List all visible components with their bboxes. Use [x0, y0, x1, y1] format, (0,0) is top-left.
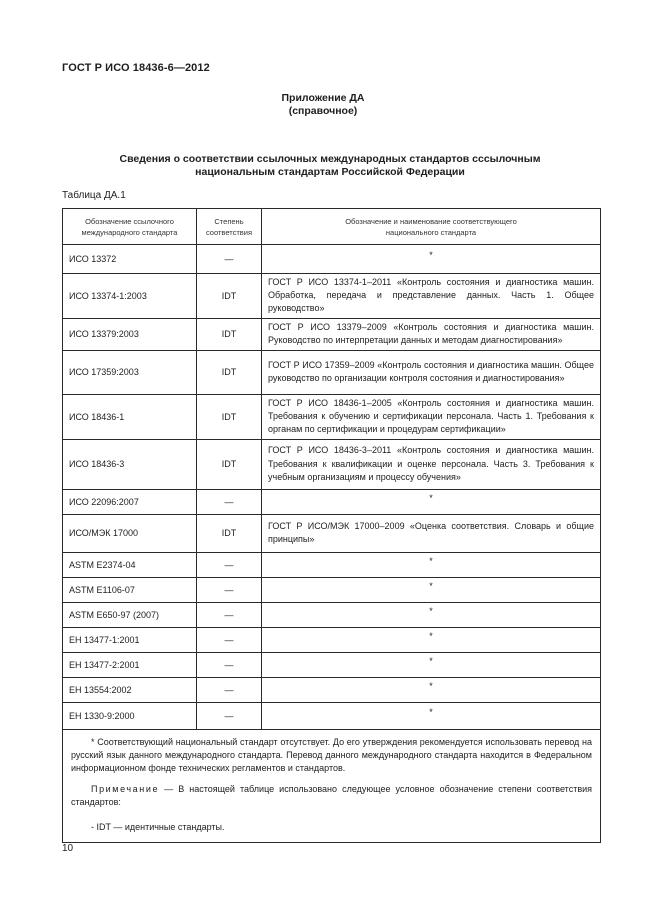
row-national: ГОСТ Р ИСО/МЭК 17000–2009 «Оценка соответствия. Словарь и общие принципы»	[262, 514, 601, 552]
row-national: *	[262, 627, 601, 652]
row-ref: ИСО 13374-1:2003	[63, 274, 197, 319]
row-degree: —	[197, 245, 262, 274]
row-national: ГОСТ Р ИСО 13374-1–2011 «Контроль состояния и диагностика машин. Обработка, передача и представление данных. Часть 1. Общее руководство»	[262, 274, 601, 319]
row-degree: —	[197, 652, 262, 677]
table-row	[63, 274, 601, 319]
annex-subtitle: (справочное)	[288, 105, 358, 117]
table-footer-row	[63, 729, 601, 842]
row-ref: ИСО/МЭК 17000	[63, 514, 197, 552]
row-degree: IDT	[197, 274, 262, 319]
row-ref: ИСО 18436-1	[63, 394, 197, 439]
header-international-standard: Обозначение ссылочного международного стандарта	[63, 209, 197, 245]
row-ref: ИСО 13379:2003	[63, 318, 197, 350]
table-header-row	[63, 209, 601, 245]
note-body: — В настоящей таблице использовано следующее условное обозначение степени соответствия стандартов:	[71, 784, 592, 808]
row-ref: ASTM E2374-04	[63, 552, 197, 577]
row-degree: IDT	[197, 350, 262, 394]
row-national: ГОСТ Р ИСО 18436-3–2011 «Контроль состояния и диагностика машин. Требования к квалификации и оценке персонала. Часть 3. Требования к учебным организациям и процессу обучения»	[262, 439, 601, 489]
note-label: Примечание	[91, 784, 160, 795]
row-ref: ИСО 18436-3	[63, 439, 197, 489]
table-row	[63, 489, 601, 514]
table-row	[63, 602, 601, 627]
section-title	[80, 153, 580, 179]
row-degree: IDT	[197, 514, 262, 552]
table-row	[63, 552, 601, 577]
row-ref: EH 13477-1:2001	[63, 627, 197, 652]
row-national: *	[262, 677, 601, 702]
row-degree: IDT	[197, 439, 262, 489]
table-row	[63, 702, 601, 729]
table-footnotes	[63, 729, 601, 842]
section-title-line-2: национальным стандартам Российской Федерации	[195, 166, 465, 178]
row-ref: EH 1330-9:2000	[63, 702, 197, 729]
table-row	[63, 318, 601, 350]
row-ref: ИСО 17359:2003	[63, 350, 197, 394]
header-degree: Степень соответствия	[197, 209, 262, 245]
row-ref: EH 13477-2:2001	[63, 652, 197, 677]
row-national: *	[262, 552, 601, 577]
table-row	[63, 394, 601, 439]
row-ref: EH 13554:2002	[63, 677, 197, 702]
row-national: ГОСТ Р ИСО 13379–2009 «Контроль состояния и диагностика машин. Руководство по интерпретации данных и методам диагностирования»	[262, 318, 601, 350]
document-header: ГОСТ Р ИСО 18436-6—2012	[62, 62, 210, 74]
row-national: *	[262, 577, 601, 602]
row-national: ГОСТ Р ИСО 18436-1–2005 «Контроль состояния и диагностика машин. Требования к обучению и сертификации персонала. Часть 1. Требования к органам по сертификации и процедурам сертификации»	[262, 394, 601, 439]
row-national: *	[262, 702, 601, 729]
row-degree: —	[197, 602, 262, 627]
footnote-text: * Соответствующий национальный стандарт отсутствует. До его утверждения рекомендуется использовать перевод на русский язык данного международного стандарта. Перевод данного международного стандарта находится в Федеральном информационном фонде технических регламентов и стандартов.	[71, 736, 592, 774]
table-row	[63, 577, 601, 602]
row-degree: —	[197, 577, 262, 602]
section-title-line-1: Сведения о соответствии ссылочных международных стандартов сссылочным	[119, 153, 541, 165]
row-national: *	[262, 602, 601, 627]
annex-heading	[0, 92, 646, 118]
table-row	[63, 350, 601, 394]
header-national-standard: Обозначение и наименование соответствующего национального стандарта	[262, 209, 601, 245]
row-degree: —	[197, 627, 262, 652]
row-degree: —	[197, 702, 262, 729]
correspondence-table	[62, 208, 601, 843]
note-text	[71, 783, 592, 809]
table-row	[63, 514, 601, 552]
row-degree: —	[197, 489, 262, 514]
row-degree: —	[197, 677, 262, 702]
row-national: ГОСТ Р ИСО 17359–2009 «Контроль состояния и диагностика машин. Общее руководство по организации контроля состояния и диагностирования»	[262, 350, 601, 394]
row-degree: IDT	[197, 318, 262, 350]
row-national: *	[262, 245, 601, 274]
row-ref: ASTM E1106-07	[63, 577, 197, 602]
page-number: 10	[62, 843, 74, 854]
idt-definition: - IDT — идентичные стандарты.	[91, 821, 225, 832]
row-national: *	[262, 489, 601, 514]
table-row	[63, 245, 601, 274]
row-degree: —	[197, 552, 262, 577]
row-ref: ASTM E650-97 (2007)	[63, 602, 197, 627]
row-national: *	[262, 652, 601, 677]
table-row	[63, 652, 601, 677]
row-ref: ИСО 22096:2007	[63, 489, 197, 514]
table-caption: Таблица ДА.1	[62, 190, 126, 201]
table-row	[63, 439, 601, 489]
row-ref: ИСО 13372	[63, 245, 197, 274]
annex-title: Приложение ДА	[281, 92, 365, 104]
row-degree: IDT	[197, 394, 262, 439]
table-row	[63, 677, 601, 702]
table-row	[63, 627, 601, 652]
